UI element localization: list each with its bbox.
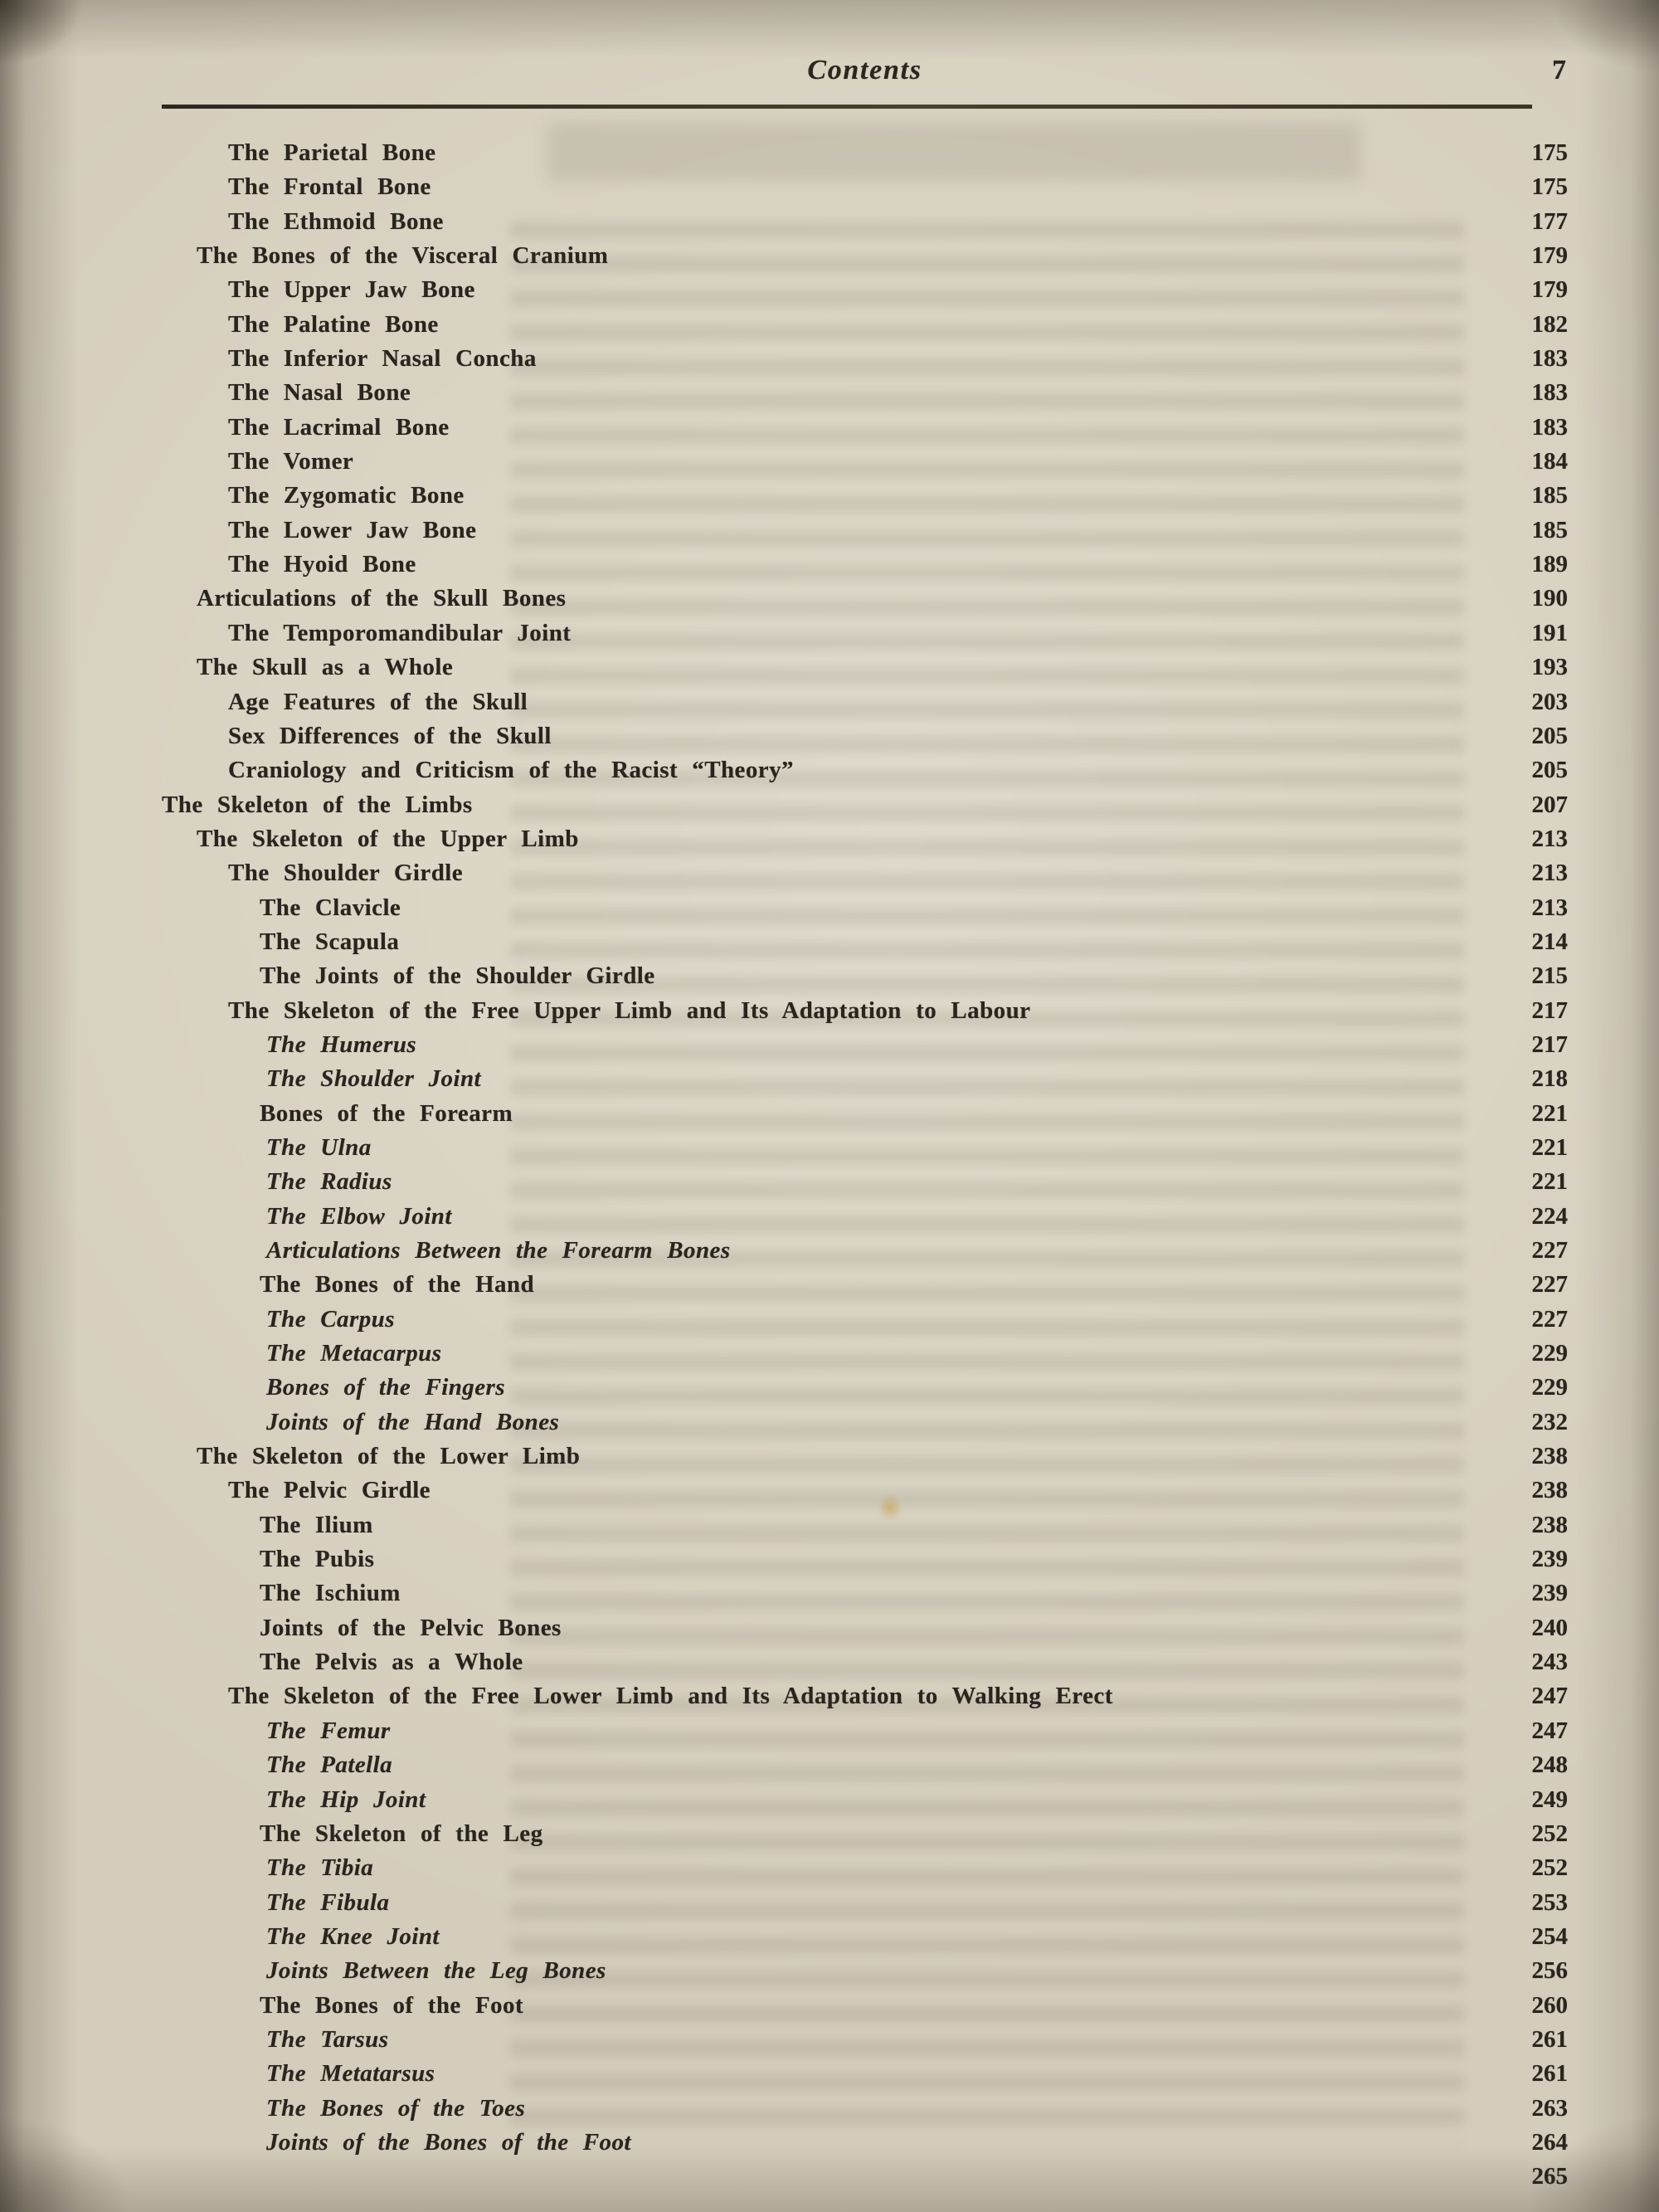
toc-entry-page: 263	[1531, 2094, 1568, 2122]
toc-entry-page: 185	[1531, 482, 1568, 509]
toc-entry	[162, 2160, 1568, 2194]
toc-entry-title: The Zygomatic Bone	[228, 482, 465, 509]
toc-entry-page: 253	[1531, 1888, 1568, 1916]
toc-entry-page: 183	[1531, 413, 1568, 441]
toc-entry	[162, 1371, 1568, 1405]
toc-entry-title: Articulations of the Skull Bones	[197, 585, 567, 612]
toc-entry-title: The Lower Jaw Bone	[228, 516, 477, 543]
toc-entry	[162, 1611, 1568, 1645]
toc-entry-page: 249	[1531, 1786, 1568, 1813]
toc-entry	[162, 1337, 1568, 1371]
toc-entry-title: The Skeleton of the Lower Limb	[197, 1443, 581, 1470]
toc-entry-page: 232	[1531, 1408, 1568, 1435]
toc-entry-title: Sex Differences of the Skull	[228, 722, 552, 749]
toc-entry	[162, 959, 1568, 993]
toc-entry	[162, 616, 1568, 650]
toc-entry	[162, 856, 1568, 890]
toc-entry	[162, 342, 1568, 376]
toc-entry-page: 229	[1531, 1374, 1568, 1401]
toc-entry-page: 213	[1531, 894, 1568, 921]
toc-entry	[162, 582, 1568, 616]
toc-entry	[162, 1714, 1568, 1748]
toc-entry-title: The Ischium	[260, 1580, 401, 1607]
toc-entry	[162, 376, 1568, 410]
toc-entry-page: 182	[1531, 310, 1568, 338]
toc-entry-title: The Clavicle	[260, 894, 401, 921]
toc-entry-page: 214	[1531, 928, 1568, 955]
toc-entry-page: 213	[1531, 825, 1568, 852]
toc-entry	[162, 239, 1568, 273]
toc-entry-title: Joints of the Pelvic Bones	[260, 1614, 562, 1641]
toc-entry-page: 229	[1531, 1340, 1568, 1367]
toc-entry-title: The Skull as a Whole	[197, 654, 454, 681]
toc-entry-title: The Fibula	[266, 1888, 390, 1916]
toc-entry-title: The Ethmoid Bone	[228, 207, 444, 235]
toc-entry	[162, 1508, 1568, 1542]
toc-entry-page: 221	[1531, 1099, 1568, 1127]
toc-entry-title: The Bones of the Foot	[260, 1991, 524, 2019]
toc-entry-title: The Shoulder Joint	[266, 1065, 482, 1093]
toc-entry-page: 179	[1531, 242, 1568, 270]
toc-entry	[162, 1989, 1568, 2023]
toc-entry-page: 227	[1531, 1271, 1568, 1298]
toc-entry-title: The Skeleton of the Leg	[260, 1820, 543, 1847]
toc-entry-title: Joints Between the Leg Bones	[266, 1957, 606, 1985]
toc-entry-page: 207	[1531, 791, 1568, 818]
toc-entry-page: 238	[1531, 1443, 1568, 1470]
toc-entry-page: 185	[1531, 516, 1568, 543]
toc-entry-title: Age Features of the Skull	[228, 688, 528, 715]
toc-entry	[162, 1200, 1568, 1234]
toc-entry-title: Joints of the Hand Bones	[266, 1408, 560, 1435]
toc-entry-page: 261	[1531, 2060, 1568, 2088]
toc-entry-page: 221	[1531, 1168, 1568, 1196]
toc-entry-title: The Hyoid Bone	[228, 551, 416, 578]
toc-entry-title: The Skeleton of the Free Lower Limb and Its Adaptation to Walking Erect	[228, 1683, 1113, 1710]
toc-entry	[162, 1920, 1568, 1954]
toc-entry-page: 175	[1531, 139, 1568, 166]
toc-entry	[162, 1474, 1568, 1508]
header-rule	[162, 105, 1532, 109]
toc-entry-title: The Pelvic Girdle	[228, 1477, 431, 1504]
toc-entry	[162, 205, 1568, 239]
toc-entry-page: 190	[1531, 585, 1568, 612]
toc-entry-page: 227	[1531, 1305, 1568, 1333]
toc-entry	[162, 2092, 1568, 2126]
toc-entry	[162, 1783, 1568, 1817]
toc-entry	[162, 1062, 1568, 1096]
toc-entry-title: The Shoulder Girdle	[228, 860, 464, 887]
toc-entry-title: Bones of the Forearm	[260, 1099, 513, 1127]
toc-entry-title: The Knee Joint	[266, 1922, 440, 1950]
toc-entry	[162, 925, 1568, 959]
toc-entry-page: 189	[1531, 551, 1568, 578]
toc-entry	[162, 1097, 1568, 1131]
toc-entry	[162, 1542, 1568, 1576]
toc-entry-title: The Patella	[266, 1752, 393, 1779]
toc-entry-title: The Humerus	[266, 1030, 417, 1058]
toc-entry-page: 265	[1531, 2163, 1568, 2190]
toc-entry-page: 256	[1531, 1957, 1568, 1985]
toc-entry	[162, 1576, 1568, 1610]
toc-entry-title: The Ilium	[260, 1511, 373, 1538]
toc-entry-title: The Inferior Nasal Concha	[228, 345, 537, 373]
toc-entry-title: The Metacarpus	[266, 1340, 442, 1367]
toc-entry-page: 261	[1531, 2025, 1568, 2053]
toc-entry-title: Craniology and Criticism of the Racist “Theory”	[228, 757, 794, 784]
toc-entry-page: 177	[1531, 207, 1568, 235]
toc-entry	[162, 136, 1568, 170]
page-header	[162, 55, 1568, 95]
toc-entry-page: 238	[1531, 1477, 1568, 1504]
toc-entry	[162, 308, 1568, 342]
toc-entry	[162, 1954, 1568, 1988]
toc-entry	[162, 1131, 1568, 1165]
toc-entry-page: 238	[1531, 1511, 1568, 1538]
toc-entry-page: 247	[1531, 1683, 1568, 1710]
toc-entry-page: 264	[1531, 2128, 1568, 2156]
page-number: 7	[1552, 55, 1566, 85]
toc-entry-title: The Bones of the Hand	[260, 1271, 535, 1298]
toc-entry	[162, 1268, 1568, 1302]
toc-entry	[162, 788, 1568, 822]
toc-entry-page: 247	[1531, 1717, 1568, 1744]
toc-entry-page: 193	[1531, 654, 1568, 681]
toc-entry-page: 252	[1531, 1854, 1568, 1882]
toc-entry-title: The Carpus	[266, 1305, 395, 1333]
toc-entry-page: 179	[1531, 276, 1568, 304]
toc-entry	[162, 514, 1568, 548]
toc-entry-page: 205	[1531, 757, 1568, 784]
toc-entry-title: The Upper Jaw Bone	[228, 276, 475, 304]
toc-entry-page: 221	[1531, 1133, 1568, 1161]
toc-entry-title: The Skeleton of the Upper Limb	[197, 825, 579, 852]
toc-entry-title: The Parietal Bone	[228, 139, 436, 166]
toc-entry-title: The Bones of the Toes	[266, 2094, 526, 2122]
toc-entry-page: 239	[1531, 1580, 1568, 1607]
toc-entry	[162, 891, 1568, 925]
toc-entry-title: Articulations Between the Forearm Bones	[266, 1237, 731, 1264]
toc-entry-page: 239	[1531, 1546, 1568, 1573]
toc-entry	[162, 2023, 1568, 2057]
toc-entry-title: The Temporomandibular Joint	[228, 619, 572, 646]
toc-entry-page: 240	[1531, 1614, 1568, 1641]
toc-entry-title: The Tarsus	[266, 2025, 389, 2053]
toc-entry-title: The Palatine Bone	[228, 310, 439, 338]
toc-entry	[162, 445, 1568, 479]
toc-entry	[162, 1440, 1568, 1474]
toc-entry-page: 175	[1531, 173, 1568, 201]
toc-entry-title: The Metatarsus	[266, 2060, 435, 2088]
toc-entry-title: The Pubis	[260, 1546, 375, 1573]
toc-entry-title: The Frontal Bone	[228, 173, 431, 201]
toc-list	[162, 136, 1568, 2195]
toc-entry-title: The Scapula	[260, 928, 400, 955]
toc-entry-title: The Nasal Bone	[228, 379, 411, 407]
toc-entry-page: 260	[1531, 1991, 1568, 2019]
toc-entry	[162, 1886, 1568, 1920]
toc-entry-page: 243	[1531, 1649, 1568, 1676]
contents-title: Contents	[807, 55, 922, 85]
toc-entry-page: 205	[1531, 722, 1568, 749]
toc-entry	[162, 1406, 1568, 1440]
toc-entry	[162, 2126, 1568, 2160]
toc-entry	[162, 1028, 1568, 1062]
toc-entry	[162, 994, 1568, 1028]
toc-entry	[162, 170, 1568, 204]
toc-entry	[162, 479, 1568, 513]
toc-entry-page: 215	[1531, 962, 1568, 990]
toc-entry	[162, 719, 1568, 753]
toc-entry-title: The Skeleton of the Free Upper Limb and Its Adaptation to Labour	[228, 996, 1031, 1024]
toc-entry-title: Joints of the Bones of the Foot	[266, 2128, 631, 2156]
toc-entry-page: 183	[1531, 379, 1568, 407]
toc-entry-title: The Tibia	[266, 1854, 374, 1882]
toc-entry-page: 184	[1531, 448, 1568, 475]
toc-entry-title: The Pelvis as a Whole	[260, 1649, 523, 1676]
toc-entry-page: 217	[1531, 1030, 1568, 1058]
toc-entry	[162, 650, 1568, 685]
toc-entry-page: 203	[1531, 688, 1568, 715]
toc-entry-title: The Elbow Joint	[266, 1202, 452, 1230]
toc-entry-page: 224	[1531, 1202, 1568, 1230]
toc-entry	[162, 1303, 1568, 1337]
toc-entry-page: 218	[1531, 1065, 1568, 1093]
toc-entry-title: The Femur	[266, 1717, 391, 1744]
toc-entry-title: Bones of the Fingers	[266, 1374, 505, 1401]
toc-entry	[162, 822, 1568, 856]
toc-entry	[162, 1645, 1568, 1679]
toc-entry-page: 213	[1531, 860, 1568, 887]
toc-entry-title: The Vomer	[228, 448, 354, 475]
toc-entry-title: The Lacrimal Bone	[228, 413, 450, 441]
toc-entry	[162, 548, 1568, 582]
toc-entry	[162, 1748, 1568, 1782]
toc-entry	[162, 1679, 1568, 1713]
toc-entry	[162, 1851, 1568, 1885]
toc-entry-title: The Bones of the Visceral Cranium	[197, 242, 609, 270]
toc-entry	[162, 273, 1568, 307]
toc-entry-title: The Radius	[266, 1168, 392, 1196]
toc-entry	[162, 753, 1568, 787]
toc-entry	[162, 2057, 1568, 2091]
toc-entry-title: The Ulna	[266, 1133, 372, 1161]
toc-entry-page: 217	[1531, 996, 1568, 1024]
toc-entry	[162, 1165, 1568, 1199]
toc-entry-page: 248	[1531, 1752, 1568, 1779]
toc-entry	[162, 411, 1568, 445]
toc-entry-page: 252	[1531, 1820, 1568, 1847]
toc-entry-title: The Joints of the Shoulder Girdle	[260, 962, 655, 990]
toc-entry-title: The Hip Joint	[266, 1786, 426, 1813]
toc-entry	[162, 1817, 1568, 1851]
toc-entry	[162, 1234, 1568, 1268]
toc-entry-page: 254	[1531, 1922, 1568, 1950]
toc-entry-title: The Skeleton of the Limbs	[162, 791, 473, 818]
toc-entry-page: 227	[1531, 1237, 1568, 1264]
toc-entry	[162, 685, 1568, 719]
toc-entry-page: 191	[1531, 619, 1568, 646]
toc-entry-page: 183	[1531, 345, 1568, 373]
